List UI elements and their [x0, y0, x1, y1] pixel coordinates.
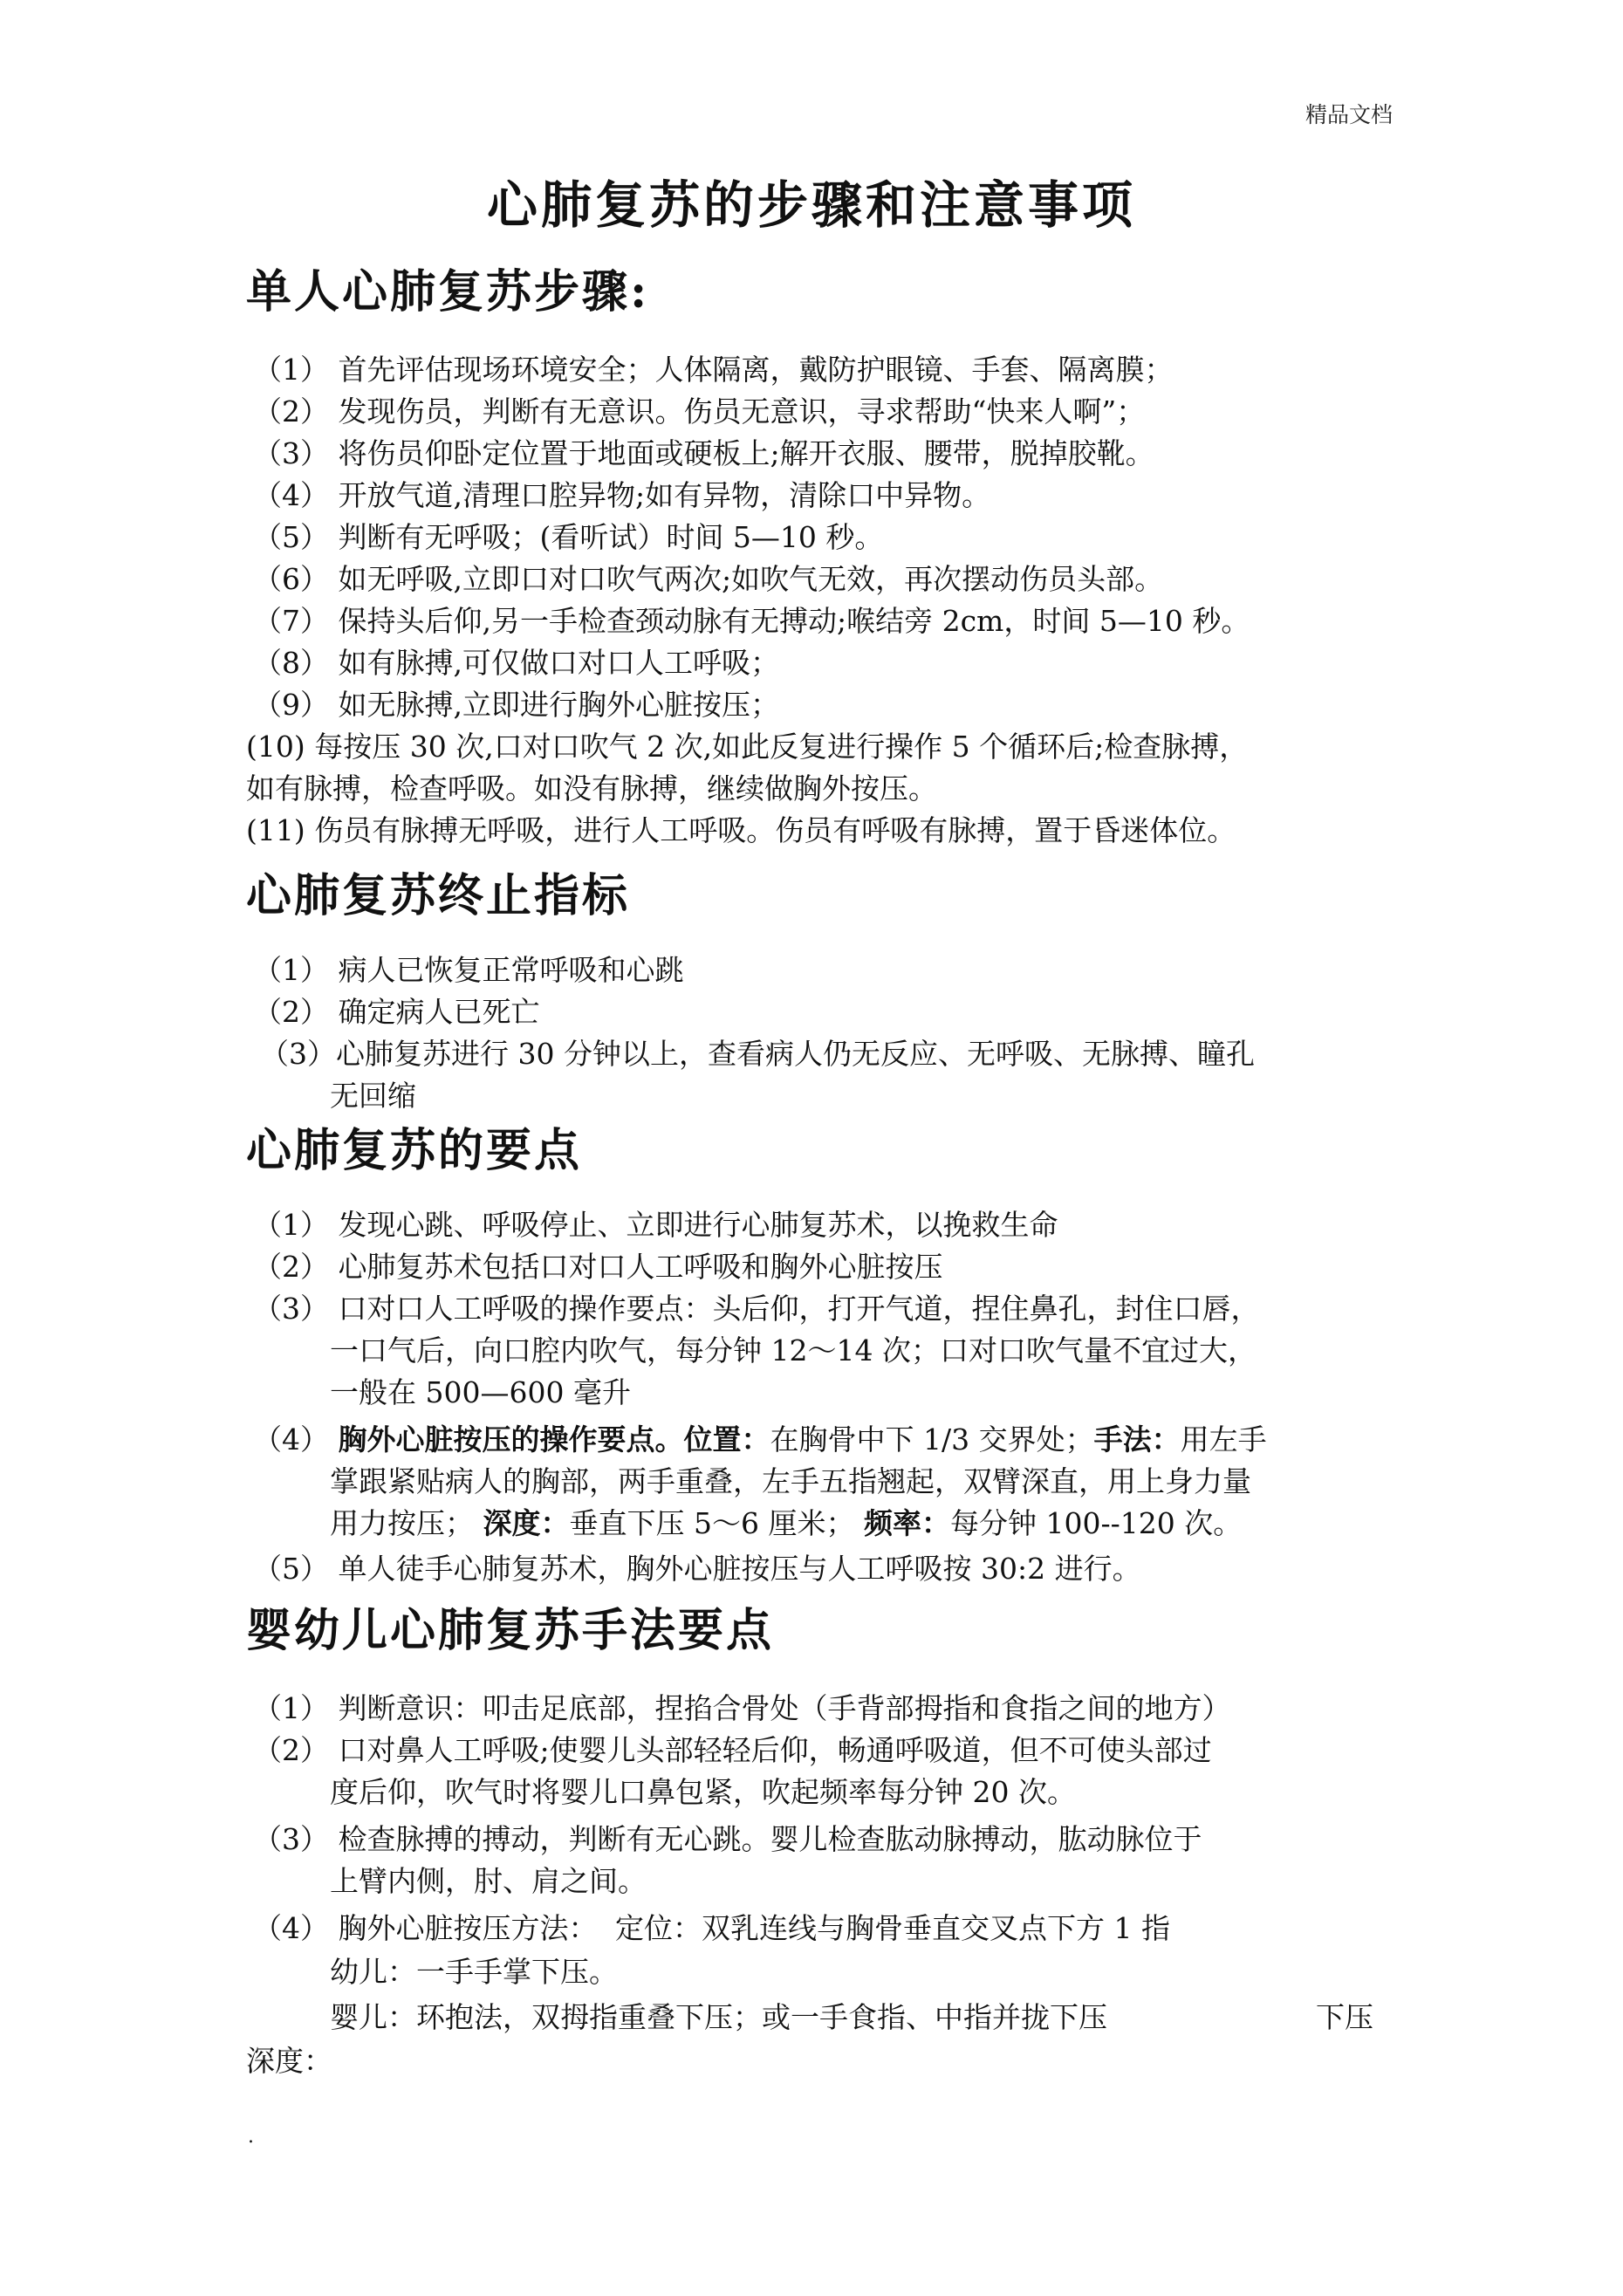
list-item-continuation: 度后仰，吹气时将婴儿口鼻包紧，吹起频率每分钟 20 次。 — [330, 1775, 1076, 1809]
press-text: 用力按压； — [330, 1506, 474, 1540]
list-item: （8） 如有脉搏,可仅做口对口人工呼吸； — [253, 646, 779, 680]
list-item-continuation: 婴儿：环抱法，双拇指重叠下压；或一手食指、中指并拢下压 — [330, 2000, 1107, 2034]
depth-label: 深度： — [483, 1506, 570, 1540]
list-item — [253, 1906, 1170, 1947]
section-heading-termination: 心肺复苏终止指标 — [246, 869, 631, 922]
list-item: （2） 口对鼻人工呼吸;使婴儿头部轻轻后仰，畅通呼吸道，但不可使头部过 — [253, 1733, 1212, 1767]
list-item — [253, 1417, 1267, 1458]
list-item: （1） 判断意识：叩击足底部，捏掐合骨处（手背部拇指和食指之间的地方） — [253, 1691, 1231, 1725]
list-item: （2） 心肺复苏术包括口对口人工呼吸和胸外心脏按压 — [253, 1250, 943, 1284]
technique-text: 用左手 — [1180, 1422, 1267, 1456]
list-item-continuation: 幼儿：一手手掌下压。 — [330, 1955, 618, 1989]
list-item: (11) 伤员有脉搏无呼吸，进行人工呼吸。伤员有呼吸有脉搏，置于昏迷体位。 — [246, 813, 1236, 847]
list-item: （5） 单人徒手心肺复苏术，胸外心脏按压与人工呼吸按 30:2 进行。 — [253, 1552, 1141, 1586]
list-item-continuation — [330, 1501, 1242, 1542]
list-item: （3） 检查脉搏的搏动，判断有无心跳。婴儿检查肱动脉搏动，肱动脉位于 — [253, 1822, 1202, 1856]
position-text: 在胸骨中下 1/3 交界处； — [770, 1422, 1094, 1456]
section-heading-key-points: 心肺复苏的要点 — [246, 1124, 583, 1177]
list-item-continuation: 一般在 500—600 毫升 — [330, 1375, 631, 1409]
footer-mark: . — [248, 2126, 254, 2148]
list-item: （6） 如无呼吸,立即口对口吹气两次;如吹气无效，再次摆动伤员头部。 — [253, 562, 1164, 596]
list-item-continuation: 掌跟紧贴病人的胸部，两手重叠，左手五指翘起，双臂深直，用上身力量 — [330, 1464, 1251, 1498]
list-item: （9） 如无脉搏,立即进行胸外心脏按压； — [253, 688, 779, 722]
section-heading-infant-cpr: 婴幼儿心肺复苏手法要点 — [246, 1604, 775, 1657]
list-item: （5） 判断有无呼吸；(看听试）时间 5—10 秒。 — [253, 520, 884, 554]
list-item-continuation: 一口气后，向口腔内吹气，每分钟 12～14 次；口对口吹气量不宜过大， — [330, 1333, 1257, 1367]
list-number: （4） — [253, 1422, 329, 1456]
section-heading-single-cpr: 单人心肺复苏步骤: — [246, 265, 650, 319]
watermark: 精品文档 — [1305, 102, 1393, 127]
depth-text: 垂直下压 5～6 厘米； — [569, 1506, 855, 1540]
list-item: （3） 将伤员仰卧定位置于地面或硬板上;解开衣服、腰带，脱掉胶靴。 — [253, 436, 1154, 470]
press-label: 下压 — [1316, 2000, 1373, 2034]
list-item: (10) 每按压 30 次,口对口吹气 2 次,如此反复进行操作 5 个循环后;检查脉搏， — [246, 730, 1249, 764]
list-item: （1） 首先评估现场环境安全；人体隔离，戴防护眼镜、手套、隔离膜； — [253, 353, 1174, 387]
frequency-text: 每分钟 100--120 次。 — [949, 1506, 1243, 1540]
list-item-continuation: 如有脉搏，检查呼吸。如没有脉搏，继续做胸外按压。 — [246, 771, 937, 805]
location-text: 定位：双乳连线与胸骨垂直交叉点下方 1 指 — [615, 1911, 1170, 1945]
depth-line: 深度： — [246, 2044, 332, 2078]
list-item: （3）心肺复苏进行 30 分钟以上，查看病人仍无反应、无呼吸、无脉搏、瞳孔 — [260, 1037, 1255, 1071]
list-item: （7） 保持头后仰,另一手检查颈动脉有无搏动;喉结旁 2cm，时间 5—10 秒。 — [253, 604, 1250, 638]
chest-compression-label: 胸外心脏按压的操作要点。位置： — [338, 1422, 770, 1456]
list-item: （2） 确定病人已死亡 — [253, 995, 540, 1029]
technique-label: 手法： — [1093, 1422, 1181, 1456]
page-title: 心肺复苏的步骤和注意事项 — [486, 175, 1136, 235]
list-item-continuation: 上臂内侧，肘、肩之间。 — [330, 1864, 647, 1898]
frequency-label: 频率： — [863, 1506, 950, 1540]
list-item: （4） 开放气道,清理口腔异物;如有异物，清除口中异物。 — [253, 478, 991, 512]
list-item-continuation: 无回缩 — [330, 1079, 416, 1113]
list-item: （2） 发现伤员，判断有无意识。伤员无意识，寻求帮助“快来人啊”； — [253, 394, 1146, 428]
list-item: （1） 发现心跳、呼吸停止、立即进行心肺复苏术，以挽救生命 — [253, 1208, 1058, 1242]
list-item: （3） 口对口人工呼吸的操作要点：头后仰，打开气道，捏住鼻孔，封住口唇， — [253, 1292, 1260, 1326]
list-item: （1） 病人已恢复正常呼吸和心跳 — [253, 953, 684, 987]
compression-method-text: （4） 胸外心脏按压方法： — [253, 1911, 598, 1945]
